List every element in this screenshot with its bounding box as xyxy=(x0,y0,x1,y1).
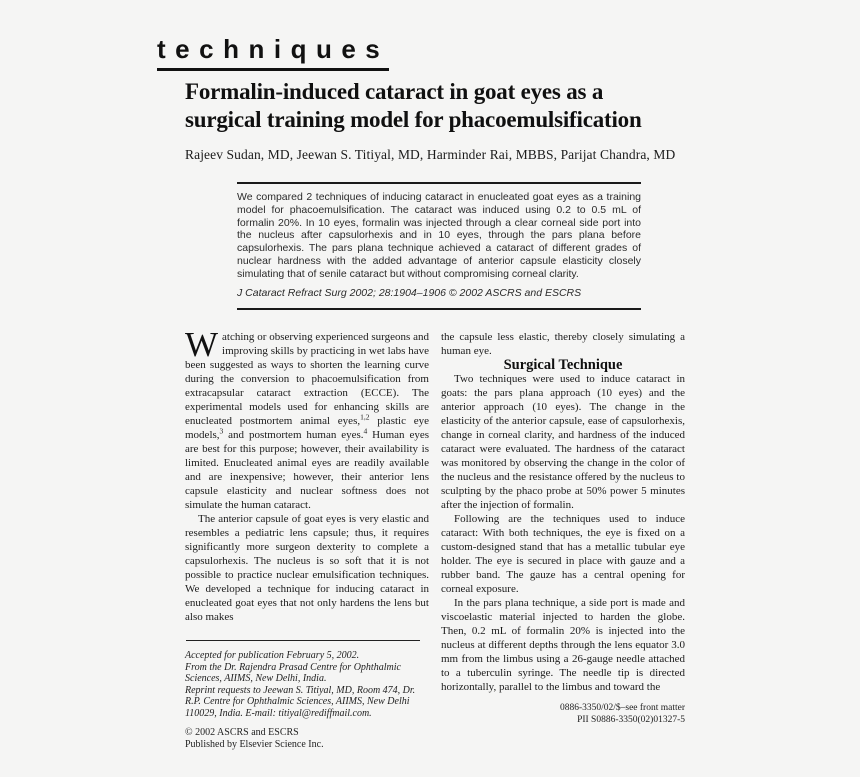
footnote-divider xyxy=(186,640,420,641)
abstract-box xyxy=(237,182,641,310)
paragraph-continuation: the capsule less elastic, thereby closely simulating a human eye. xyxy=(441,331,685,357)
paragraph: Following are the techniques used to induce cataract: With both techniques, the eye is fixed on a custom-designed stand that has a metallic tubular eye holder. The eye is secured in place with gauze and a rubber band. The gauze has a central opening for corneal exposure. xyxy=(441,513,685,595)
copyright-line: © 2002 ASCRS and ESCRS xyxy=(185,727,299,738)
abstract-text: We compared 2 techniques of inducing cataract in enucleated goat eyes as a training model for phacoemulsification. The cataract was induced using 0.2 to 0.5 mL of formalin 20%. In 10 eyes, formalin was injected through a clear corneal side port into the nucleus after capsulorhexis and in 10 eyes, through the pars plana before capsulorhexis. The pars plana technique achieved a cataract of different grades of nuclear hardness with the added advantage of anterior capsule elasticity closely simulating that of senile cataract but without compromising corneal clarity. xyxy=(237,191,641,280)
title-line-1: Formalin-induced cataract in goat eyes as a xyxy=(185,79,604,104)
paragraph-intro-text: Human eyes are best for this purpose; however, their availability is limited. Enucleated animal eyes are readily available and are inexpensive; however, their anterior lens capsule elasticity and nuclear softness does not simulate the human cataract. xyxy=(185,429,429,511)
author-byline: Rajeev Sudan, MD, Jeewan S. Titiyal, MD, Harminder Rai, MBBS, Parijat Chandra, MD xyxy=(185,147,676,162)
footnote-affiliation: From the Dr. Rajendra Prasad Centre for Ophthalmic Sciences, AIIMS, New Delhi, India. xyxy=(185,661,401,684)
paragraph: In the pars plana technique, a side port is made and viscoelastic material injected to harden the globe. Then, 0.2 mL of formalin 20% is injected into the nucleus at different depths through the lens equator 3.0 mm from the limbus using a 26-gauge needle attached to a tuberculin syringe. The needle tip is directed horizontally, parallel to the limbus and toward the xyxy=(441,597,685,693)
paragraph-intro xyxy=(185,325,429,512)
publisher-line: Published by Elsevier Science Inc. xyxy=(185,739,324,750)
section-heading-surgical-technique: Surgical Technique xyxy=(503,357,623,373)
footnote-accepted: Accepted for publication February 5, 2002. xyxy=(185,650,360,661)
abstract-citation: J Cataract Refract Surg 2002; 28:1904–1906 © 2002 ASCRS and ESCRS xyxy=(237,286,582,299)
right-column xyxy=(441,330,685,751)
paragraph-intro-text: and postmortem human eyes. xyxy=(223,429,364,441)
title-line-2: surgical training model for phacoemulsification xyxy=(185,107,642,132)
issn-pii-block xyxy=(441,703,685,726)
paragraph-intro-text: atching or observing experienced surgeons and improving skills by practicing in wet labs have been suggested as ways to shorten the learning curve during the conversion to phacoemulsification from extracapsular cataract extraction (ECCE). The experimental models used for enhancing skills are enucleated postmortem animal eyes, xyxy=(185,331,429,427)
pii-line: PII S0886-3350(02)01327-5 xyxy=(577,714,685,725)
reference-superscript: 4 xyxy=(363,426,368,436)
footnote-reprints: Reprint requests to Jeewan S. Titiyal, MD, Room 474, Dr. R.P. Centre for Ophthalmic Sciences, AIIMS, New Delhi 110029, India. E-mail: titiyal@rediffmail.com. xyxy=(185,684,416,719)
section-label: techniques xyxy=(157,36,389,71)
paragraph: The anterior capsule of goat eyes is very elastic and resembles a pediatric lens capsule; thus, it requires significantly more surgeon dexterity to complete a capsulorhexis. The nucleus is so soft that it is not possible to practice nuclear emulsification techniques. We developed a technique for inducing cataract in enucleated goat eyes that not only hardens the lens but also makes xyxy=(185,513,429,623)
article-body xyxy=(185,325,685,751)
page-title xyxy=(185,78,642,134)
reference-superscript: 3 xyxy=(219,426,224,436)
paragraph-intro-text: plastic eye models, xyxy=(185,415,429,441)
paragraph: Two techniques were used to induce cataract in goats: the pars plana approach (10 eyes) and the anterior approach (10 eyes). The change in the elasticity of the anterior capsule, ease of capsulorhexis, change in corneal clarity, and hardness of the induced cataract were evaluated. The hardness of the cataract was monitored by observing the change in the color of the nucleus and the resistance offered by the nucleus to sculpting by the phaco probe at 50% power 5 minutes after the injection of formalin. xyxy=(441,373,685,511)
left-column xyxy=(185,325,429,751)
dropcap-letter: W xyxy=(185,325,219,364)
reference-superscript: 1,2 xyxy=(360,412,370,422)
issn-line: 0886-3350/02/$–see front matter xyxy=(559,703,685,713)
copyright-block xyxy=(185,727,429,751)
